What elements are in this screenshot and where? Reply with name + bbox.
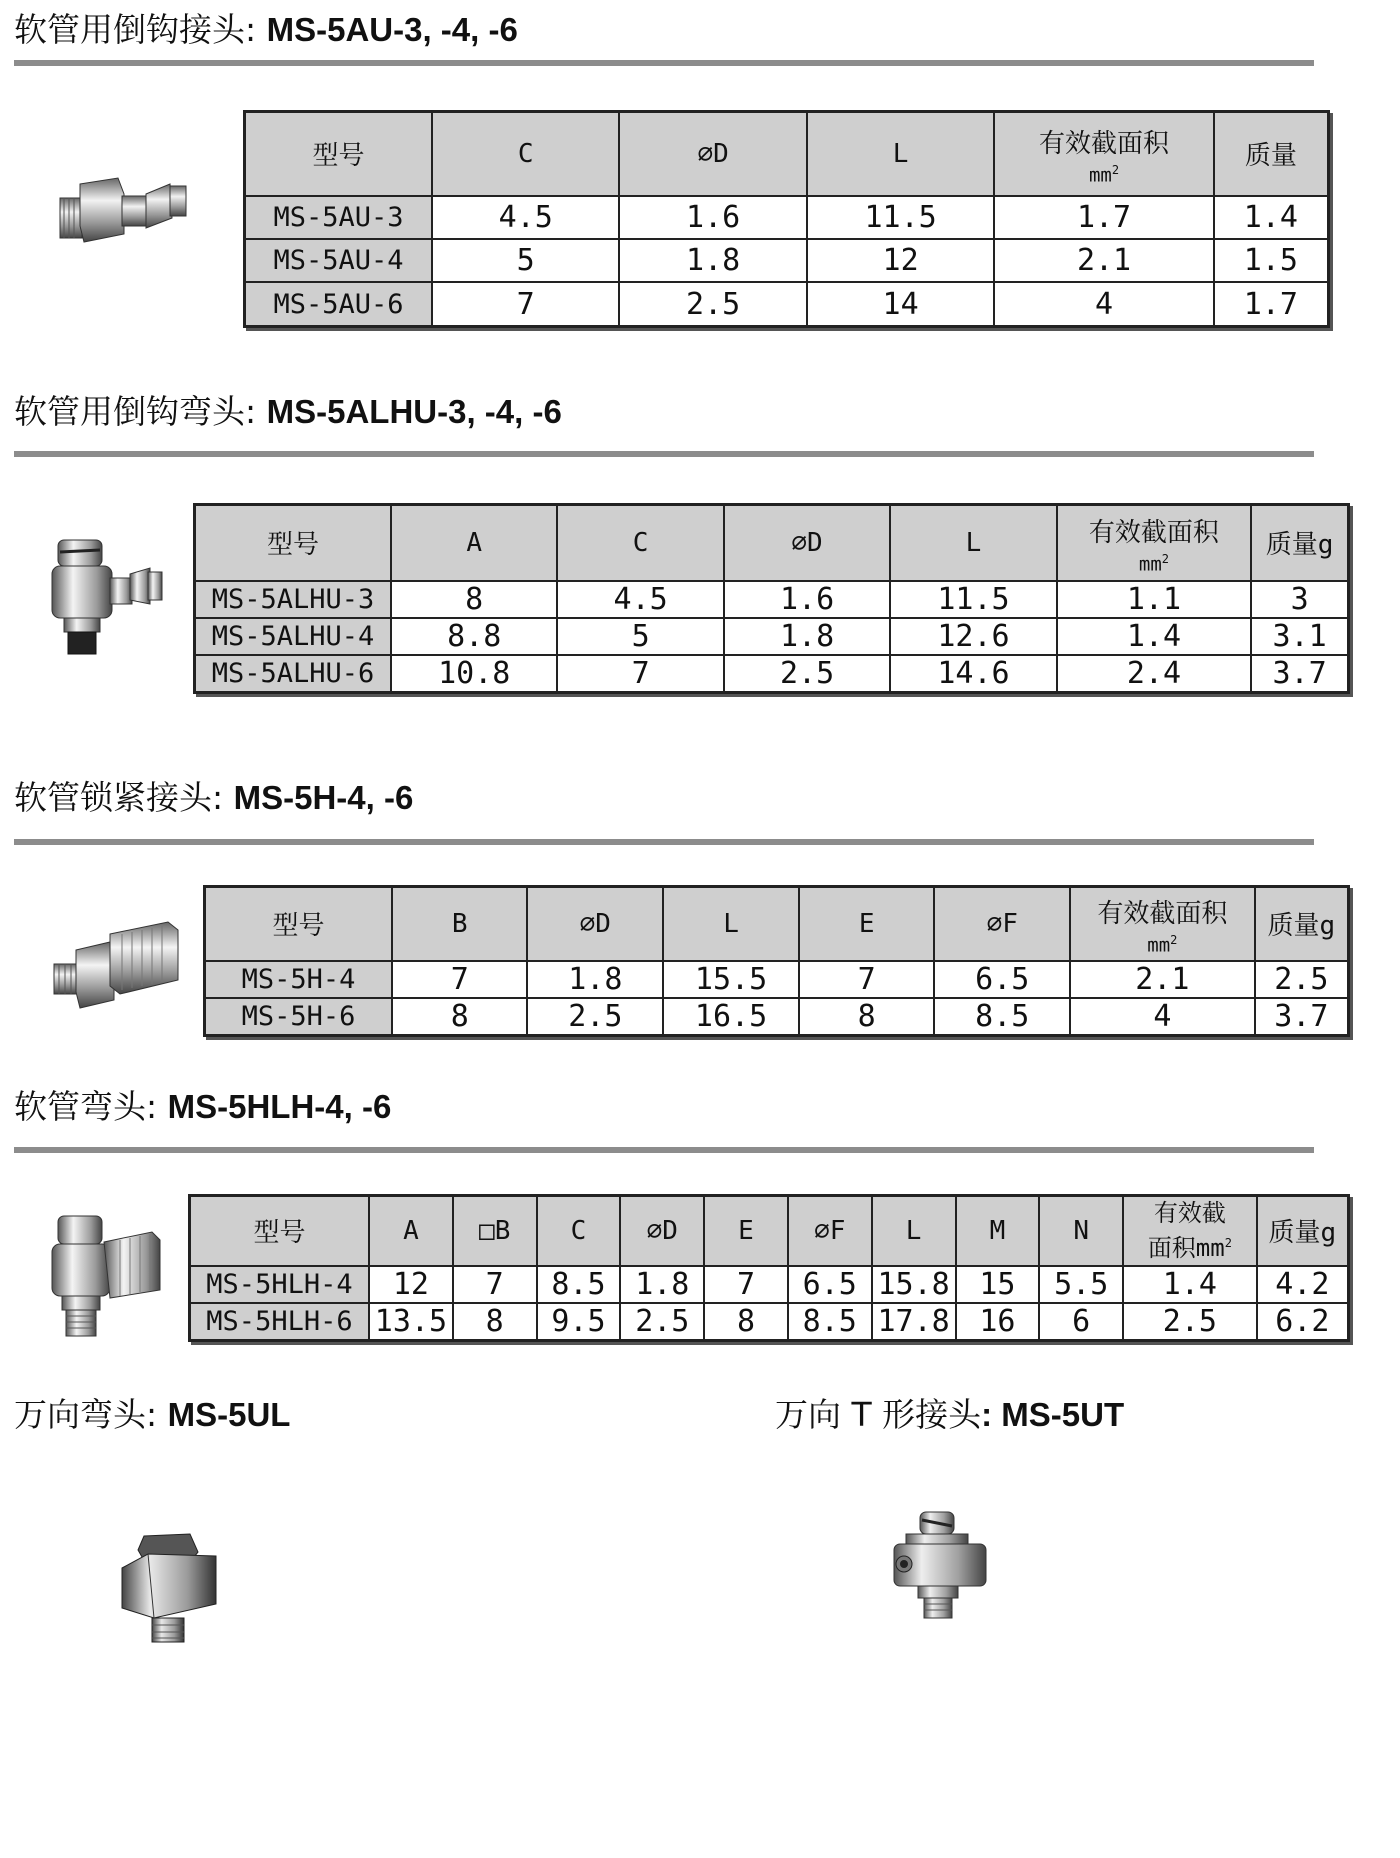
cell: 1.8 — [620, 1266, 704, 1303]
lock-fitting-image — [52, 920, 182, 1010]
table-header-row — [190, 1196, 1349, 1266]
section-title-model: MS-5AU-3, -4, -6 — [266, 11, 518, 48]
cell: 1.6 — [619, 196, 806, 239]
cell: 6.5 — [788, 1266, 872, 1303]
cell: 6.2 — [1257, 1303, 1349, 1341]
spec-table-ms5alhu — [193, 503, 1350, 694]
cell: MS-5ALHU-6 — [195, 655, 392, 693]
cell: 7 — [453, 1266, 537, 1303]
cell: 2.1 — [1070, 961, 1254, 998]
area-exp: 2 — [1111, 162, 1120, 177]
cell: 1.4 — [1214, 196, 1329, 239]
area-exp: 2 — [1170, 932, 1178, 947]
col-header: ⌀D — [724, 505, 890, 581]
cell: 1.7 — [1214, 282, 1329, 326]
section-title-cn: 软管用倒钩弯头: — [14, 392, 267, 431]
cell: 7 — [704, 1266, 788, 1303]
col-header: C — [537, 1196, 621, 1266]
col-header: C — [557, 505, 723, 581]
col-header-area — [1057, 505, 1252, 581]
cell: 2.5 — [619, 282, 806, 326]
area-unit: mm — [1138, 552, 1162, 575]
table-row — [205, 961, 1349, 998]
cell: MS-5AU-3 — [245, 196, 432, 239]
cell: 1.8 — [724, 618, 890, 655]
section-title-ms5ul — [14, 1395, 290, 1435]
table-row — [245, 196, 1329, 239]
cell: MS-5AU-6 — [245, 282, 432, 326]
cell: 1.8 — [619, 239, 806, 282]
cell: MS-5AU-4 — [245, 239, 432, 282]
area-label: 有效截面积 — [1088, 517, 1219, 548]
col-header: 质量g — [1257, 1196, 1349, 1266]
col-header: N — [1039, 1196, 1123, 1266]
col-header: 型号 — [205, 887, 392, 961]
col-header: ⌀D — [527, 887, 663, 961]
col-header: 型号 — [195, 505, 392, 581]
col-header: C — [432, 112, 619, 196]
col-header: 质量 — [1214, 112, 1329, 196]
cell: 8 — [392, 998, 528, 1036]
col-header: ⌀F — [934, 887, 1070, 961]
section-title-ms5h — [14, 778, 413, 818]
section-title-ms5alhu — [14, 392, 562, 432]
cell: MS-5ALHU-4 — [195, 618, 392, 655]
cell: 7 — [557, 655, 723, 693]
cell: MS-5H-4 — [205, 961, 392, 998]
section-title-ms5ut — [775, 1395, 1124, 1435]
cell: MS-5ALHU-3 — [195, 581, 392, 618]
cell: 7 — [799, 961, 935, 998]
col-header: 质量g — [1251, 505, 1348, 581]
cell: 1.5 — [1214, 239, 1329, 282]
col-header: □B — [453, 1196, 537, 1266]
col-header-area — [1123, 1196, 1257, 1266]
table-row — [195, 581, 1349, 618]
col-header: A — [391, 505, 557, 581]
cell: 8.5 — [934, 998, 1070, 1036]
barb-elbow-image — [50, 538, 165, 656]
cell: 4 — [1070, 998, 1254, 1036]
cell: 15 — [956, 1266, 1040, 1303]
col-header: 型号 — [245, 112, 432, 196]
cell: 8 — [799, 998, 935, 1036]
table-row — [245, 239, 1329, 282]
col-header: L — [807, 112, 995, 196]
cell: 5 — [432, 239, 619, 282]
section-title-ms5au — [14, 10, 518, 50]
cell: 3.1 — [1251, 618, 1348, 655]
col-header: ⌀D — [620, 1196, 704, 1266]
cell: 10.8 — [391, 655, 557, 693]
table-row — [245, 282, 1329, 326]
cell: 4.5 — [432, 196, 619, 239]
cell: 4 — [994, 282, 1213, 326]
col-header: B — [392, 887, 528, 961]
cell: 7 — [432, 282, 619, 326]
col-header: E — [799, 887, 935, 961]
section-title-cn: 软管弯头: — [14, 1087, 168, 1126]
cell: 12 — [369, 1266, 453, 1303]
cell: 1.6 — [724, 581, 890, 618]
cell: 15.5 — [663, 961, 799, 998]
cell: 2.5 — [1255, 961, 1349, 998]
universal-elbow-image — [118, 1532, 220, 1644]
cell: 8.5 — [788, 1303, 872, 1341]
table-header-row — [205, 887, 1349, 961]
cell: 12 — [807, 239, 995, 282]
cell: 2.5 — [724, 655, 890, 693]
cell: 2.5 — [1123, 1303, 1257, 1341]
spec-table-ms5au — [243, 110, 1330, 328]
section-title-model: MS-5UL — [167, 1396, 291, 1433]
cell: 7 — [392, 961, 528, 998]
cell: 1.7 — [994, 196, 1213, 239]
cell: 4.2 — [1257, 1266, 1349, 1303]
cell: 15.8 — [872, 1266, 956, 1303]
col-header-area — [1070, 887, 1254, 961]
section-title-model: MS-5HLH-4, -6 — [167, 1088, 392, 1125]
col-header: 质量g — [1255, 887, 1349, 961]
col-header: 型号 — [190, 1196, 369, 1266]
area-unit: mm — [1147, 933, 1171, 956]
cell: 8.8 — [391, 618, 557, 655]
cell: 1.8 — [527, 961, 663, 998]
section-title-cn: 万向弯头: — [14, 1395, 168, 1434]
cell: 17.8 — [872, 1303, 956, 1341]
table-row — [190, 1303, 1349, 1341]
cell: 8 — [391, 581, 557, 618]
cell: 4.5 — [557, 581, 723, 618]
cell: 3.7 — [1255, 998, 1349, 1036]
section-title-cn: 软管锁紧接头: — [14, 778, 234, 817]
spec-table-ms5h — [203, 885, 1350, 1037]
cell: 2.5 — [527, 998, 663, 1036]
col-header: E — [704, 1196, 788, 1266]
cell: 5 — [557, 618, 723, 655]
section-divider — [14, 1147, 1314, 1153]
col-header-area — [994, 112, 1213, 196]
hose-elbow-image — [48, 1214, 163, 1338]
cell: 11.5 — [807, 196, 995, 239]
section-divider — [14, 451, 1314, 457]
cell: 8.5 — [537, 1266, 621, 1303]
area-label: 有效截 — [1153, 1199, 1226, 1228]
cell: 2.1 — [994, 239, 1213, 282]
table-row — [190, 1266, 1349, 1303]
cell: 3 — [1251, 581, 1348, 618]
cell: MS-5H-6 — [205, 998, 392, 1036]
spec-table-ms5hlh — [188, 1194, 1350, 1342]
cell: 14 — [807, 282, 995, 326]
cell: 5.5 — [1039, 1266, 1123, 1303]
section-title-model: : MS-5UT — [981, 1396, 1125, 1433]
cell: 2.5 — [620, 1303, 704, 1341]
area-exp: 2 — [1224, 1236, 1232, 1251]
area-label-line2: 面积mm — [1147, 1234, 1225, 1263]
col-header: ⌀D — [619, 112, 806, 196]
section-title-model: MS-5ALHU-3, -4, -6 — [266, 393, 562, 430]
col-header: M — [956, 1196, 1040, 1266]
table-row — [195, 655, 1349, 693]
table-row — [195, 618, 1349, 655]
area-label: 有效截面积 — [1097, 898, 1228, 929]
cell: 6.5 — [934, 961, 1070, 998]
cell: 8 — [704, 1303, 788, 1341]
cell: 2.4 — [1057, 655, 1252, 693]
col-header: L — [872, 1196, 956, 1266]
area-label: 有效截面积 — [1039, 128, 1170, 159]
area-unit: mm — [1088, 163, 1112, 186]
section-divider — [14, 839, 1314, 845]
cell: 12.6 — [890, 618, 1056, 655]
section-title-cn: 软管用倒钩接头: — [14, 10, 267, 49]
cell: 1.4 — [1123, 1266, 1257, 1303]
cell: 3.7 — [1251, 655, 1348, 693]
cell: 9.5 — [537, 1303, 621, 1341]
table-header-row — [245, 112, 1329, 196]
section-title-cn: 万向 T 形接头 — [775, 1395, 982, 1434]
cell: 14.6 — [890, 655, 1056, 693]
cell: MS-5HLH-4 — [190, 1266, 369, 1303]
col-header: A — [369, 1196, 453, 1266]
cell: 16.5 — [663, 998, 799, 1036]
cell: 1.4 — [1057, 618, 1252, 655]
cell: 1.1 — [1057, 581, 1252, 618]
cell: 6 — [1039, 1303, 1123, 1341]
section-title-ms5hlh — [14, 1087, 391, 1127]
barb-fitting-image — [58, 170, 193, 250]
table-row — [205, 998, 1349, 1036]
section-title-model: MS-5H-4, -6 — [233, 779, 414, 816]
col-header: L — [890, 505, 1056, 581]
cell: MS-5HLH-6 — [190, 1303, 369, 1341]
area-exp: 2 — [1161, 551, 1169, 566]
col-header: L — [663, 887, 799, 961]
cell: 13.5 — [369, 1303, 453, 1341]
section-divider — [14, 60, 1314, 66]
table-header-row — [195, 505, 1349, 581]
universal-tee-image — [884, 1510, 994, 1622]
cell: 11.5 — [890, 581, 1056, 618]
cell: 16 — [956, 1303, 1040, 1341]
col-header: ⌀F — [788, 1196, 872, 1266]
cell: 8 — [453, 1303, 537, 1341]
